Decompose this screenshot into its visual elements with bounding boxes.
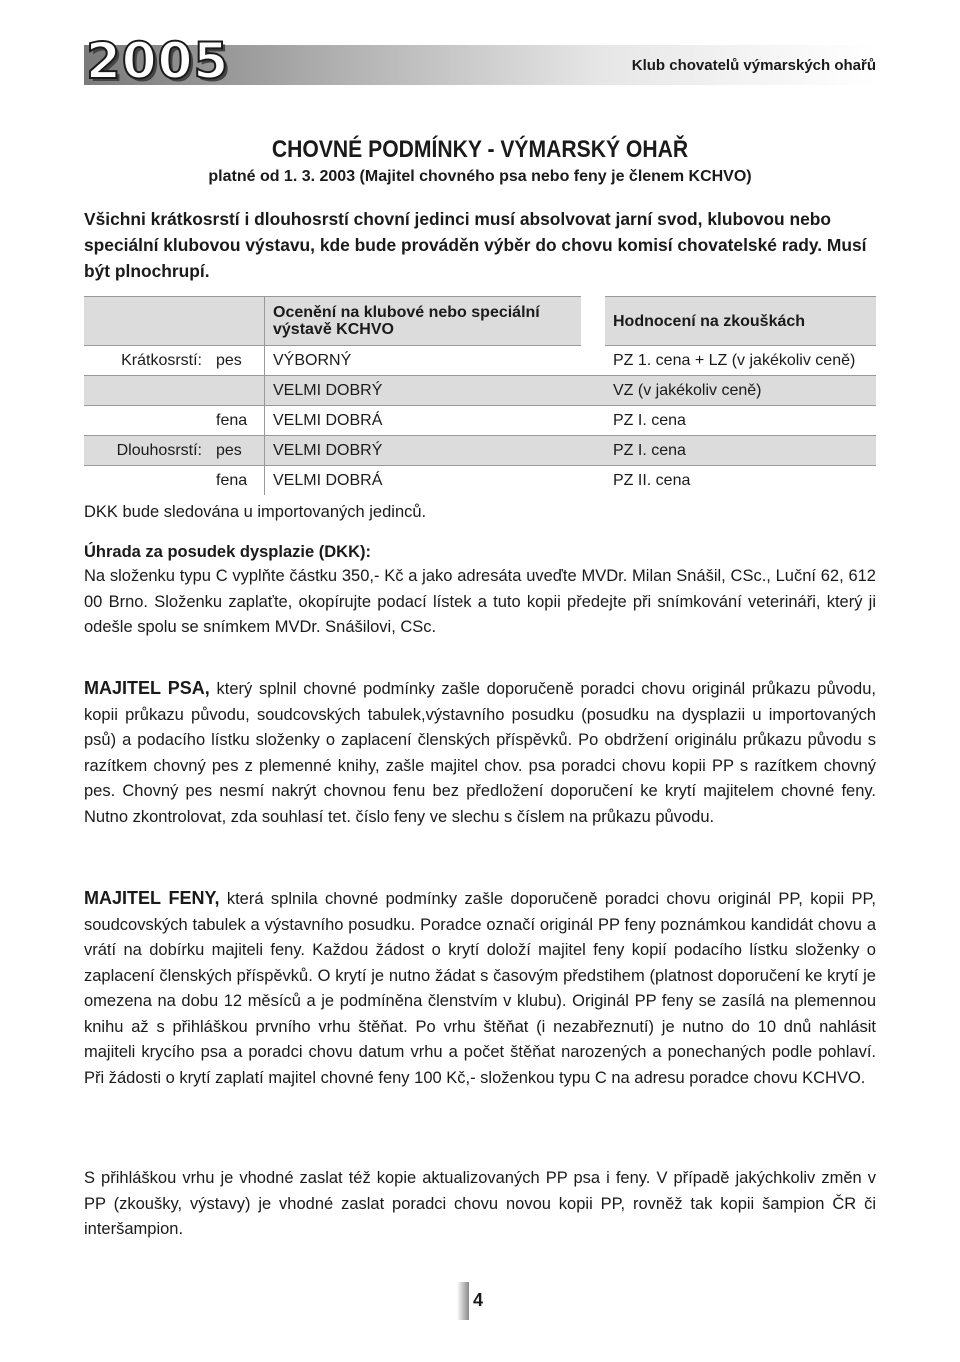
table-cell-trial: VZ (v jakékoliv ceně) xyxy=(605,376,876,406)
intro-paragraph: Všichni krátkosrstí i dlouhosrstí chovní jedinci musí absolvovat jarní svod, klubovou nebo speciální klubovou výstavu, kde bude prováděn výběr do chovu komisí chovatelské rady. Musí být plnochrupí. xyxy=(84,209,867,281)
table-cell-coat: Dlouhosrstí: xyxy=(84,436,208,466)
table-cell-sex xyxy=(208,376,265,406)
header-club-name: Klub chovatelů výmarských ohařů xyxy=(631,57,876,74)
table-header-trials: Hodnocení na zkouškách xyxy=(605,297,876,346)
table-cell-sex: pes xyxy=(208,346,265,376)
owner-dog-lead: MAJITEL PSA, xyxy=(84,678,210,698)
table-cell-trial: PZ I. cena xyxy=(605,406,876,436)
table-header-show: Ocenění na klubové nebo speciální výstavě KCHVO xyxy=(265,297,582,346)
table-row xyxy=(84,466,876,496)
table-cell-sex: fena xyxy=(208,406,265,436)
table-cell-coat: Krátkosrstí: xyxy=(121,351,202,369)
table-cell xyxy=(84,297,208,346)
table-cell-coat xyxy=(84,376,208,406)
page-number: 4 xyxy=(473,1290,484,1310)
table-cell-trial: PZ II. cena xyxy=(605,466,876,496)
owner-dog-paragraph xyxy=(84,676,876,830)
table-row xyxy=(84,346,876,376)
owner-bitch-lead: MAJITEL FENY, xyxy=(84,888,220,908)
table-cell-trial: PZ 1. cena + LZ (v jakékoliv ceně) xyxy=(613,351,856,369)
page-title: CHOVNÉ PODMÍNKY - VÝMARSKÝ OHAŘ xyxy=(271,136,689,163)
dkk-note: DKK bude sledována u importovaných jedinců. xyxy=(84,503,427,521)
table-cell-coat xyxy=(84,466,208,496)
table-row xyxy=(84,376,876,406)
table-row xyxy=(84,436,876,466)
requirements-table xyxy=(84,296,876,495)
table-cell xyxy=(581,297,605,346)
table-header-row xyxy=(84,297,876,346)
table-cell-sex: fena xyxy=(208,466,265,496)
table-cell xyxy=(208,297,265,346)
owner-bitch-paragraph xyxy=(84,886,876,1091)
table-cell-show: VELMI DOBRÁ xyxy=(265,406,582,436)
table-cell-show: VELMI DOBRÁ xyxy=(265,466,582,496)
page-subtitle: platné od 1. 3. 2003 (Majitel chovného psa nebo feny je členem KCHVO) xyxy=(208,168,752,185)
owner-bitch-paragraph-2: S přihláškou vrhu je vhodné zaslat též kopie aktualizovaných PP psa i feny. V případě jakýchkoliv změn v PP (zkoušky, výstavy) je vhodné zaslat poradci chovu novou kopii PP, rovněž tak kopii šampion ČR či interšampion. xyxy=(84,1169,876,1238)
table-row xyxy=(84,406,876,436)
page-number-bar xyxy=(457,1282,469,1320)
table-cell-sex: pes xyxy=(208,436,265,466)
payment-paragraph: Na složenku typu C vyplňte částku 350,- Kč a jako adresáta uveďte MVDr. Milan Snášil, CSc., Luční 62, 612 00 Brno. Složenku zaplaťte, okopírujte podací lístek a tuto kopii předejte při snímkování veterináři, který ji odešle spolu se snímkem MVDr. Snášilovi, CSc. xyxy=(84,567,876,636)
table-cell-show: VELMI DOBRÝ xyxy=(265,376,582,406)
owner-dog-text: který splnil chovné podmínky zašle doporučeně poradci chovu originál průkazu původu, kopii průkazu původu, soudcovských tabulek,výstavního posudku (posudku na dysplazii u importovaných psů) a podacího lístku složenky o zaplacení členských příspěvků. Po obdržení originálu průkazu původu s razítkem chovný pes z plemenné knihy, zašle majitel chov. psa poradci chovu kopii PP s razítkem chovný pes. Chovný pes nesmí nakrýt chovnou fenu bez předložení doporučení ke krytí majitelem chovné feny. Nutno zkontrolovat, zda souhlasí tet. číslo feny ve slechu s číslem na průkazu původu. xyxy=(84,680,876,826)
table-cell-coat xyxy=(84,406,208,436)
owner-bitch-text: která splnila chovné podmínky zašle doporučeně poradci chovu originál PP, kopii PP, soudcovských tabulek a výstavního posudku. Poradce označí originál PP feny poznámkou kandidát chovu a vrátí na dobírku majiteli feny. Každou žádost o krytí doloží majitel feny kopií podacího lístku složenky o zaplacení členských příspěvků. O krytí je nutno žádat s časovým předstihem (platnost doporučení ke krytí je omezena na dobu 12 měsíců a je podmíněna členstvím v klubu). Originál PP feny se zasílá na plemennou knihu až s přihláškou prvního vrhu štěňat. Po vrhu štěňat (i nezabřeznutí) je nutno do 10 dnů nahlásit majiteli krycího psa a poradci chovu datum vrhu a počet štěňat narozených a ponechaných podle pohlaví. Při žádosti o krytí zaplatí majitel chovné feny 100 Kč,- složenkou typu C na adresu poradce chovu KCHVO. xyxy=(84,890,876,1087)
header-year: 2005 xyxy=(86,32,230,90)
payment-heading: Úhrada za posudek dysplazie (DKK): xyxy=(84,543,371,561)
table-cell-show: VELMI DOBRÝ xyxy=(265,436,582,466)
table-cell-show: VÝBORNÝ xyxy=(273,351,352,369)
table-cell-trial: PZ I. cena xyxy=(605,436,876,466)
